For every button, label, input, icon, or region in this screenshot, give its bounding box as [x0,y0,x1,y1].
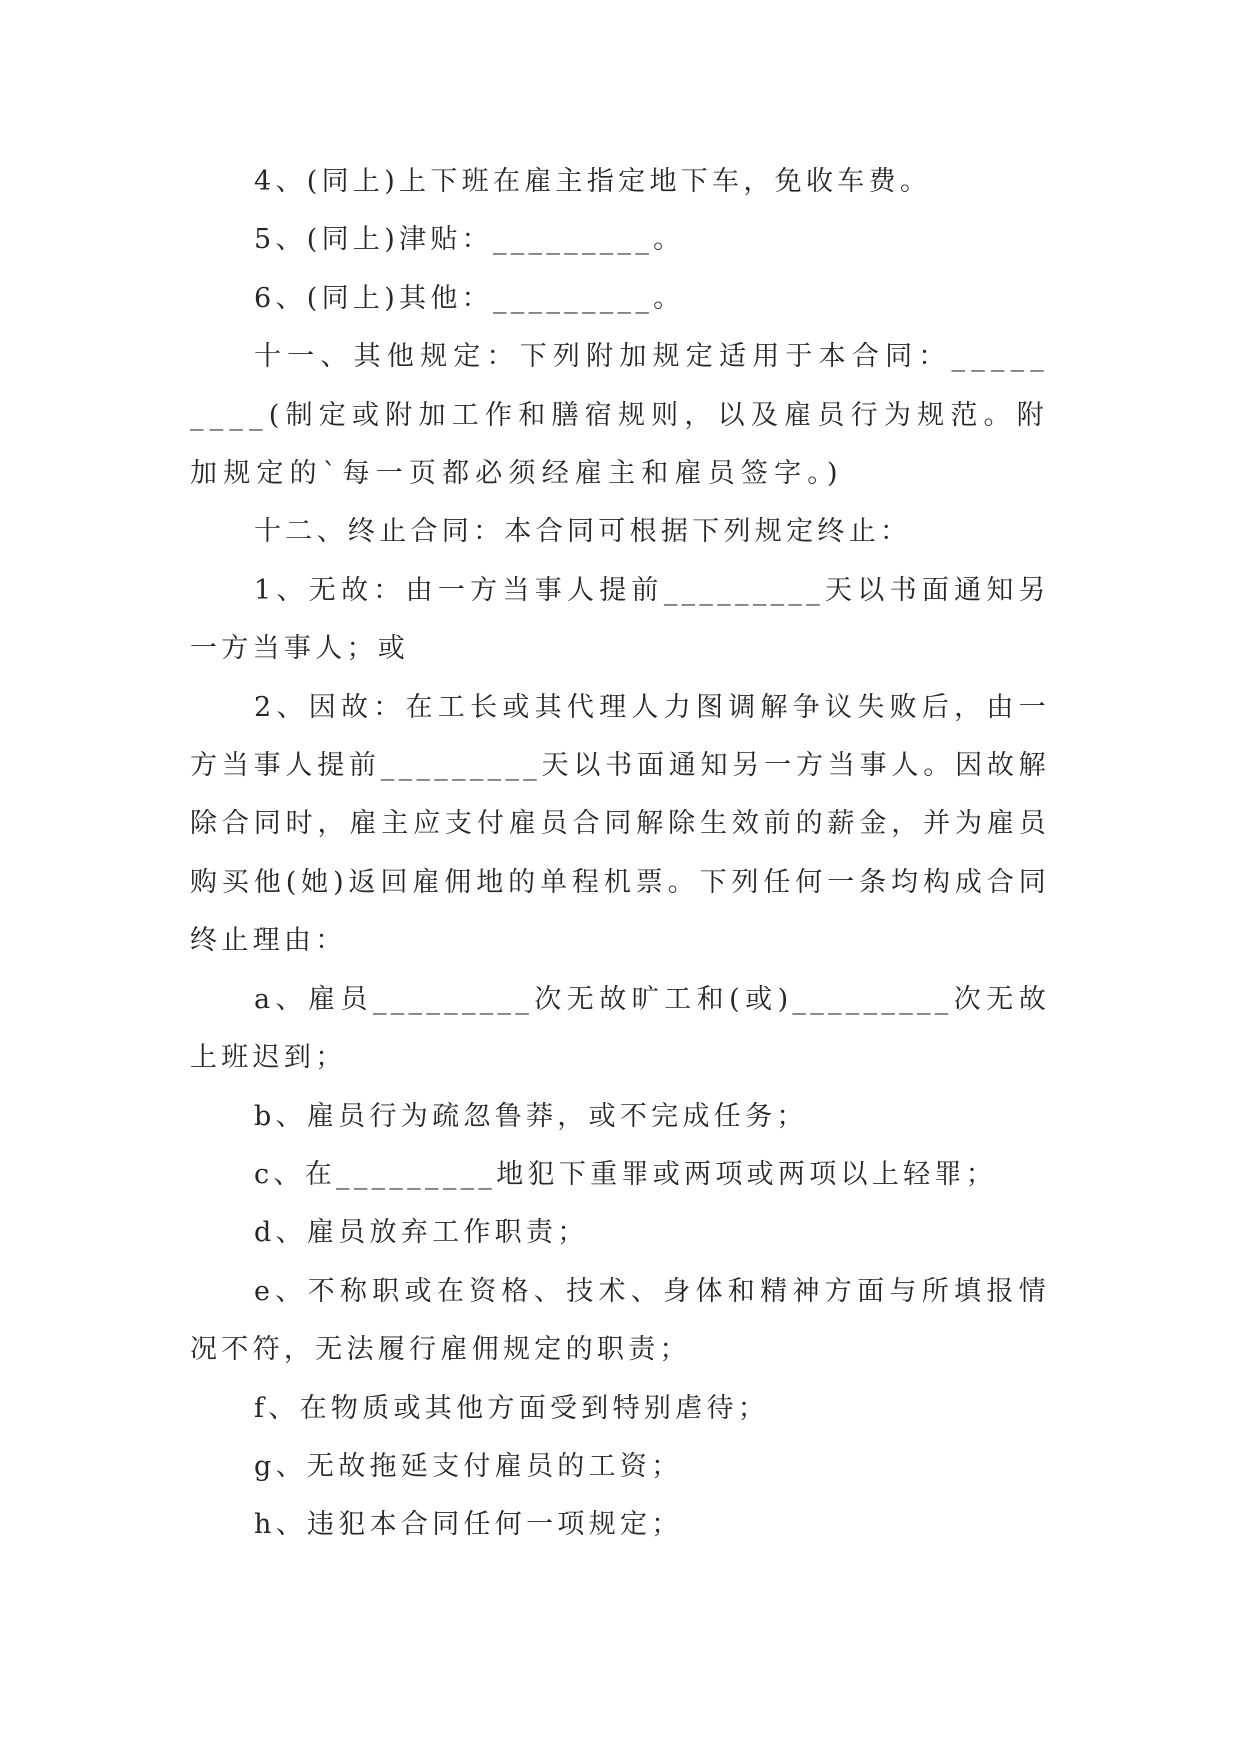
paragraph-item-h: h、违犯本合同任何一项规定； [254,1509,683,1541]
document-body [190,153,1050,1555]
paragraph-item-e: e、不称职或在资格、技术、身体和精神方面与所填报情况不符，无法履行雇佣规定的职责； [190,1275,1050,1366]
paragraph-clause-12: 十二、终止合同：本合同可根据下列规定终止： [254,516,912,548]
paragraph-item-c: c、在_________地犯下重罪或两项或两项以上轻罪； [254,1158,998,1190]
paragraph-item-d: d、雇员放弃工作职责； [254,1217,589,1249]
paragraph-item-6: 6、(同上)其他：_________。 [254,282,685,314]
paragraph-item-b: b、雇员行为疏忽鲁莽，或不完成任务； [254,1100,808,1132]
paragraph-item-1: 1、无故：由一方当事人提前_________天以书面通知另一方当事人；或 [190,574,1050,665]
paragraph-item-5: 5、(同上)津贴：_________。 [254,224,685,256]
paragraph-item-a: a、雇员_________次无故旷工和(或)_________次无故上班迟到； [190,983,1050,1074]
paragraph-clause-11: 十一、其他规定：下列附加规定适用于本合同：_________(制定或附加工作和膳宿规则，以及雇员行为规范。附加规定的`每一页都必须经雇主和雇员签字。) [190,341,1050,490]
paragraph-item-f: f、在物质或其他方面受到特别虐待； [254,1392,770,1424]
paragraph-item-g: g、无故拖延支付雇员的工资； [254,1450,683,1482]
paragraph-item-2: 2、因故：在工长或其代理人力图调解争议失败后，由一方当事人提前_________天以书面通知另一方当事人。因故解除合同时，雇主应支付雇员合同解除生效前的薪金，并为雇员购买他(她)返回雇佣地的单程机票。下列任何一条均构成合同终止理由： [190,691,1050,957]
paragraph-item-4: 4、(同上)上下班在雇主指定地下车，免收车费。 [254,166,932,197]
